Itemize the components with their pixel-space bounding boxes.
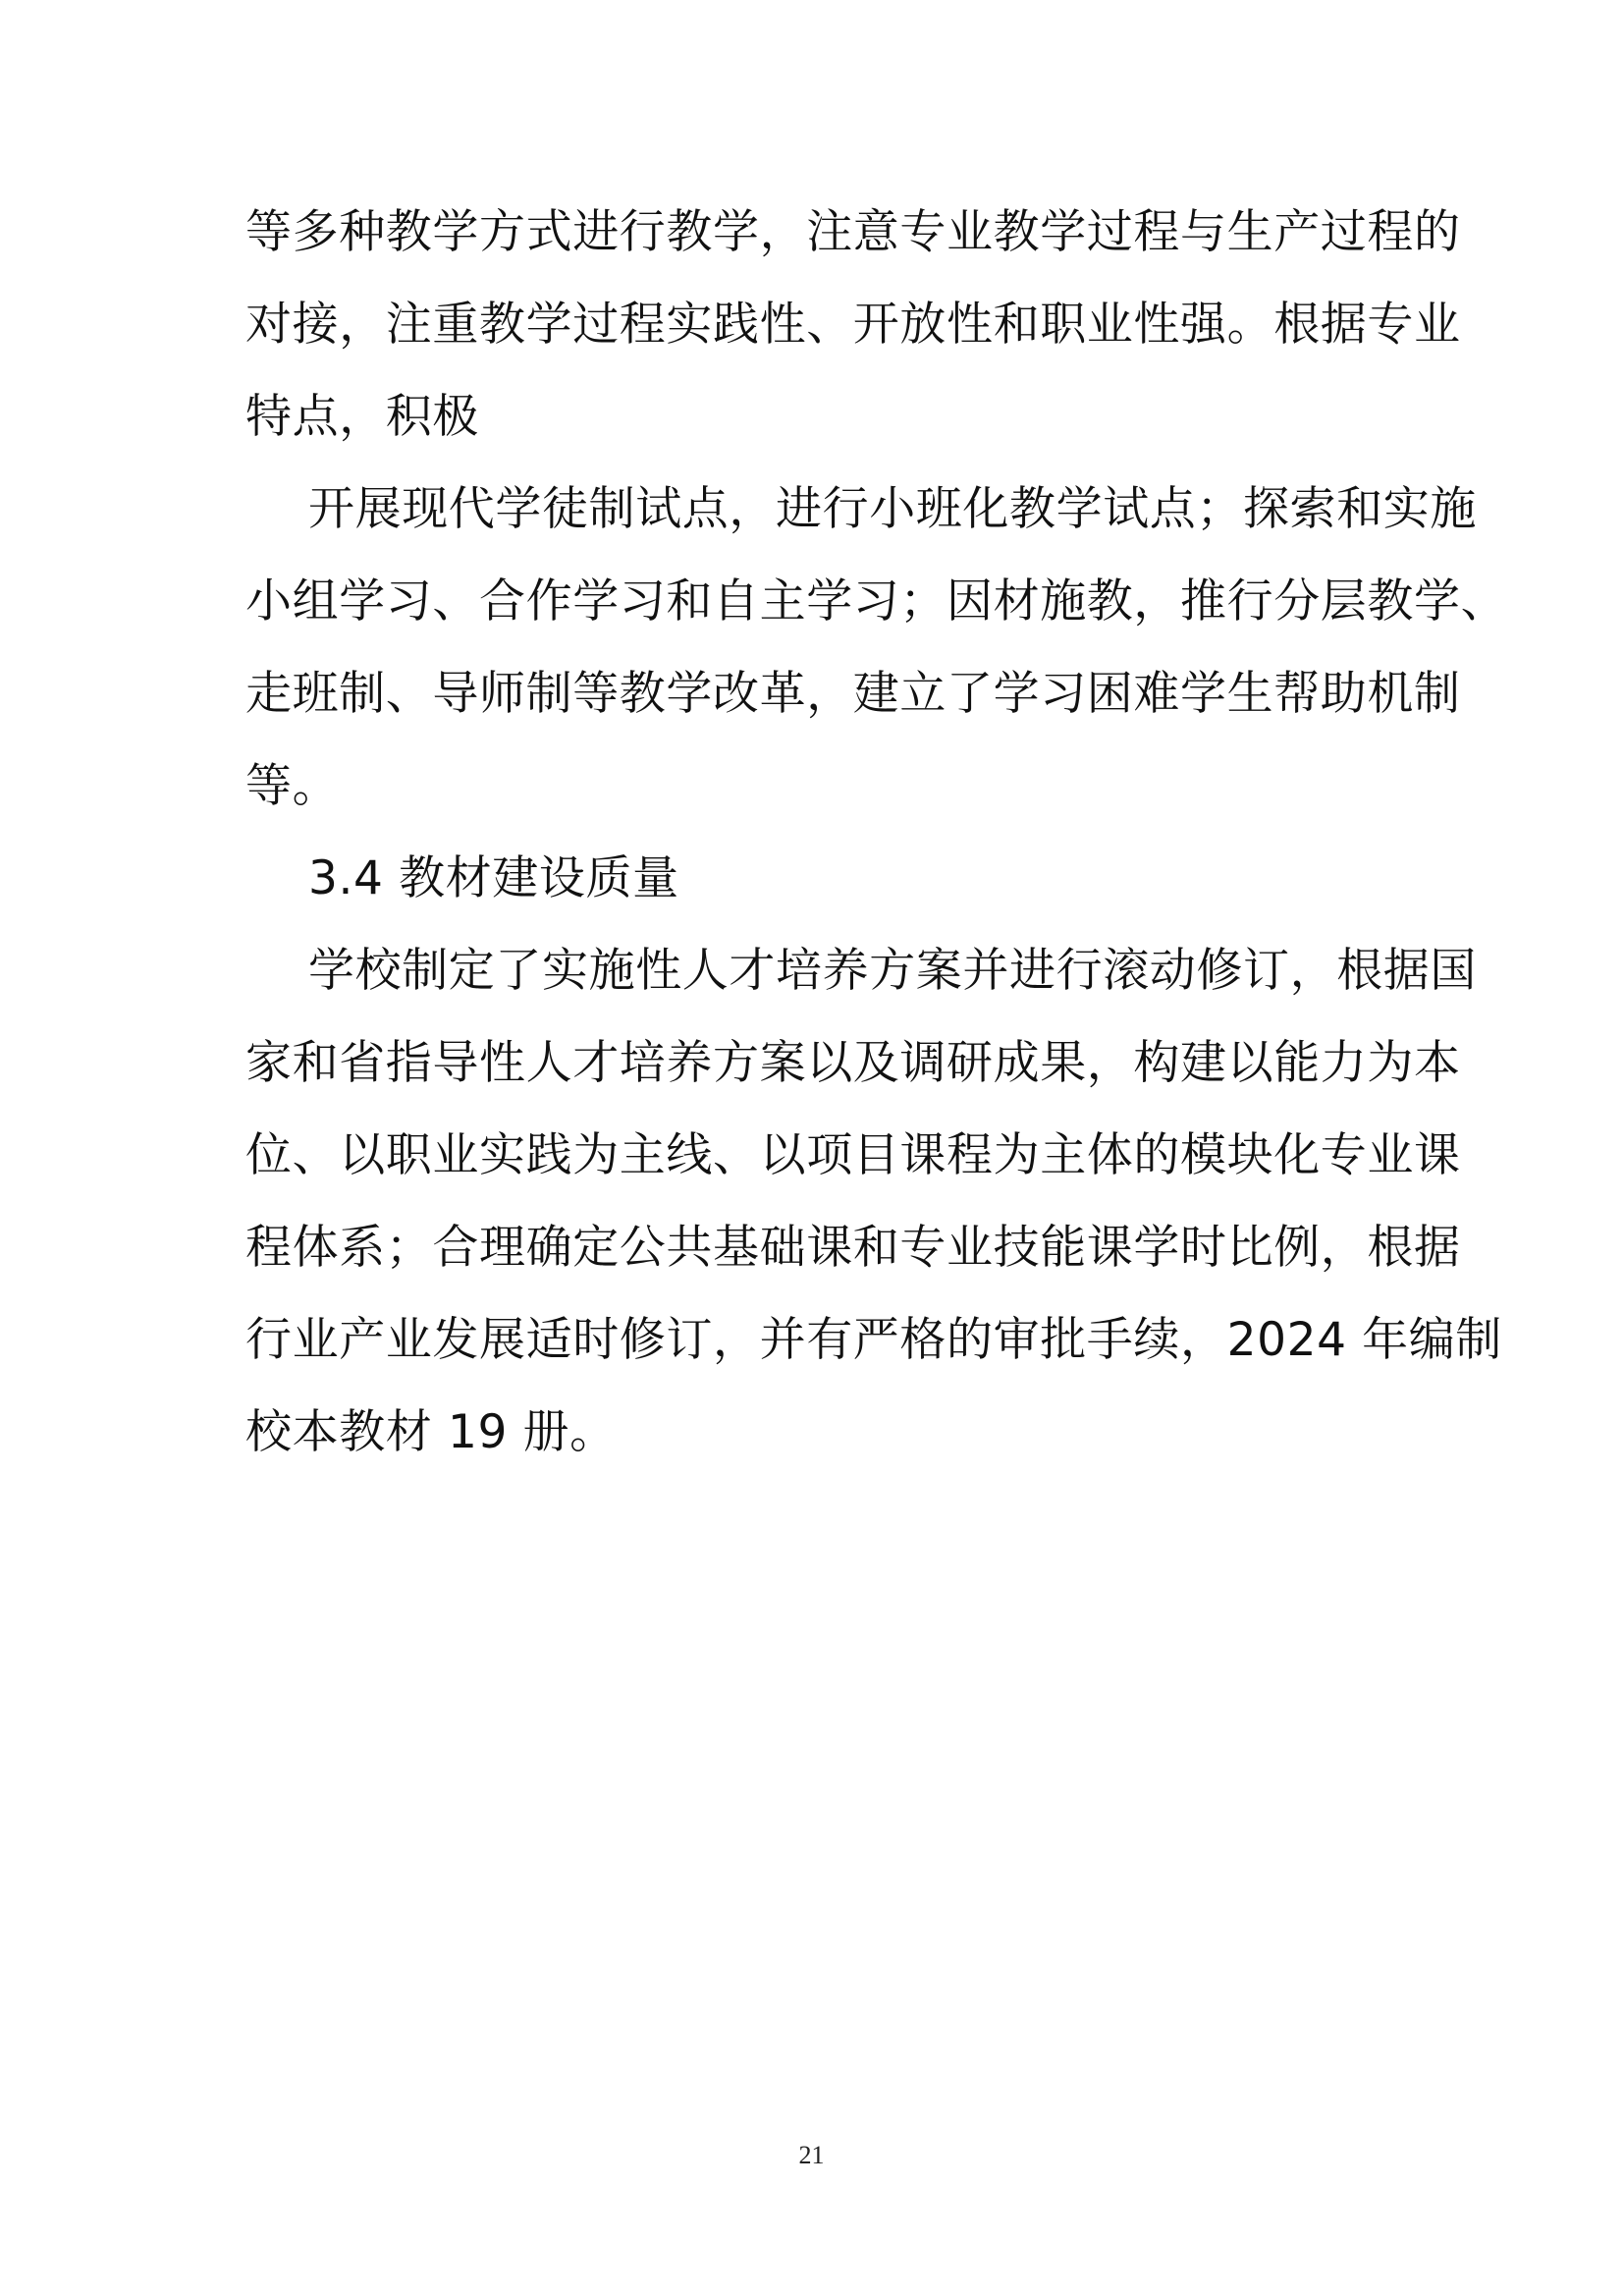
paragraph-line: 家和省指导性人才培养方案以及调研成果，构建以能力为本 [245,1036,1461,1090]
paragraph-line: 小组学习、合作学习和自主学习；因材施教，推行分层教学、 [245,574,1508,629]
paragraph-line: 对接，注重教学过程实践性、开放性和职业性强。根据专业 [245,298,1461,352]
paragraph-line: 学校制定了实施性人才培养方案并进行滚动修订，根据国 [308,944,1477,998]
section-heading: 3.4 教材建设质量 [308,851,679,905]
paragraph-line: 程体系；合理确定公共基础课和专业技能课学时比例，根据 [245,1221,1461,1275]
page-number: 21 [798,2141,825,2169]
paragraph-line: 特点，积极 [245,390,479,444]
body-text [245,187,1508,1479]
paragraph-line: 校本教材 19 册。 [245,1405,617,1459]
paragraph-line: 等多种教学方式进行教学，注意专业教学过程与生产过程的 [245,205,1461,259]
paragraph-line: 位、以职业实践为主线、以项目课程为主体的模块化专业课 [245,1128,1461,1182]
paragraph-line: 走班制、导师制等教学改革，建立了学习困难学生帮助机制 [245,667,1461,721]
paragraph-line: 行业产业发展适时修订，并有严格的审批手续，2024 年编制 [245,1313,1502,1367]
paragraph-line: 等。 [245,759,340,813]
paragraph-line: 开展现代学徒制试点，进行小班化教学试点；探索和实施 [308,482,1477,536]
